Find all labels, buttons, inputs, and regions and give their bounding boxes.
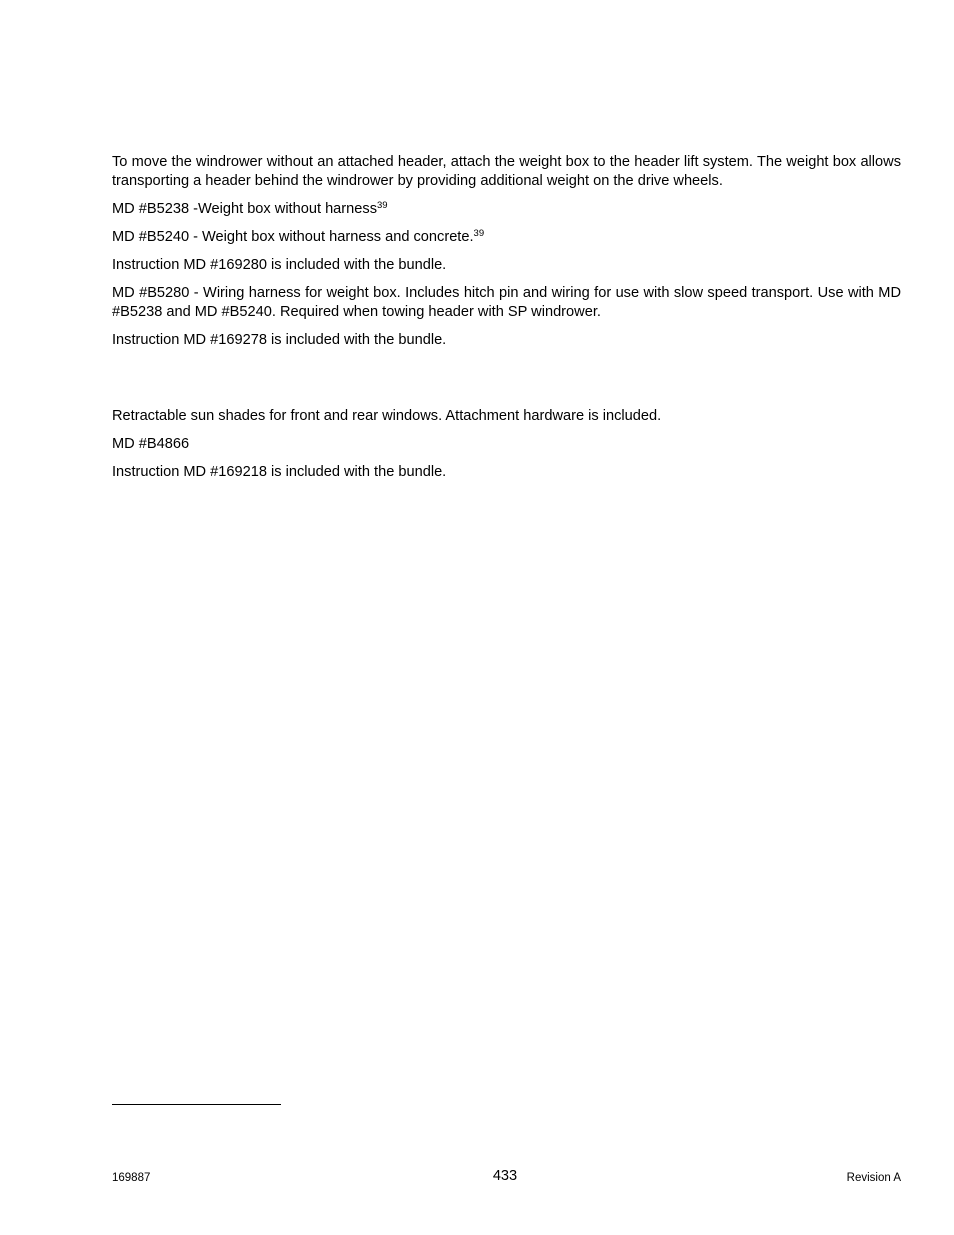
footer-revision: Revision A — [846, 1172, 901, 1184]
weight-box-item-b5240 — [112, 228, 901, 247]
footer-page-number: 433 — [492, 1168, 518, 1184]
weight-box-item-b5238 — [112, 200, 901, 219]
sun-shades-description: Retractable sun shades for front and rear windows. Attachment hardware is included. — [112, 408, 662, 424]
item-text: MD #B5238 -Weight box without harness — [112, 201, 377, 217]
footer-doc-number: 169887 — [112, 1172, 151, 1184]
weight-box-harness: MD #B5280 - Wiring harness for weight box. Includes hitch pin and wiring for use with slow speed transport. Use with MD #B5238 and MD #B5240. Required when towing header with SP windrower. — [112, 285, 901, 320]
weight-box-intro: To move the windrower without an attached header, attach the weight box to the header lift system. The weight box allows transporting a header behind the windrower by providing additional weight on the drive wheels. — [112, 154, 901, 189]
harness-instruction: Instruction MD #169278 is included with the bundle. — [112, 332, 447, 348]
page-content — [112, 153, 901, 491]
footnote-ref[interactable]: 39 — [377, 200, 388, 211]
footnote-ref[interactable]: 39 — [473, 228, 485, 239]
item-text: MD #B5240 - Weight box without harness and concrete. — [112, 229, 474, 245]
weight-box-instruction: Instruction MD #169280 is included with the bundle. — [112, 257, 447, 273]
sun-shades-instruction: Instruction MD #169218 is included with the bundle. — [112, 464, 447, 480]
footnote-divider — [112, 1104, 281, 1105]
sun-shades-part-number: MD #B4866 — [112, 436, 190, 452]
